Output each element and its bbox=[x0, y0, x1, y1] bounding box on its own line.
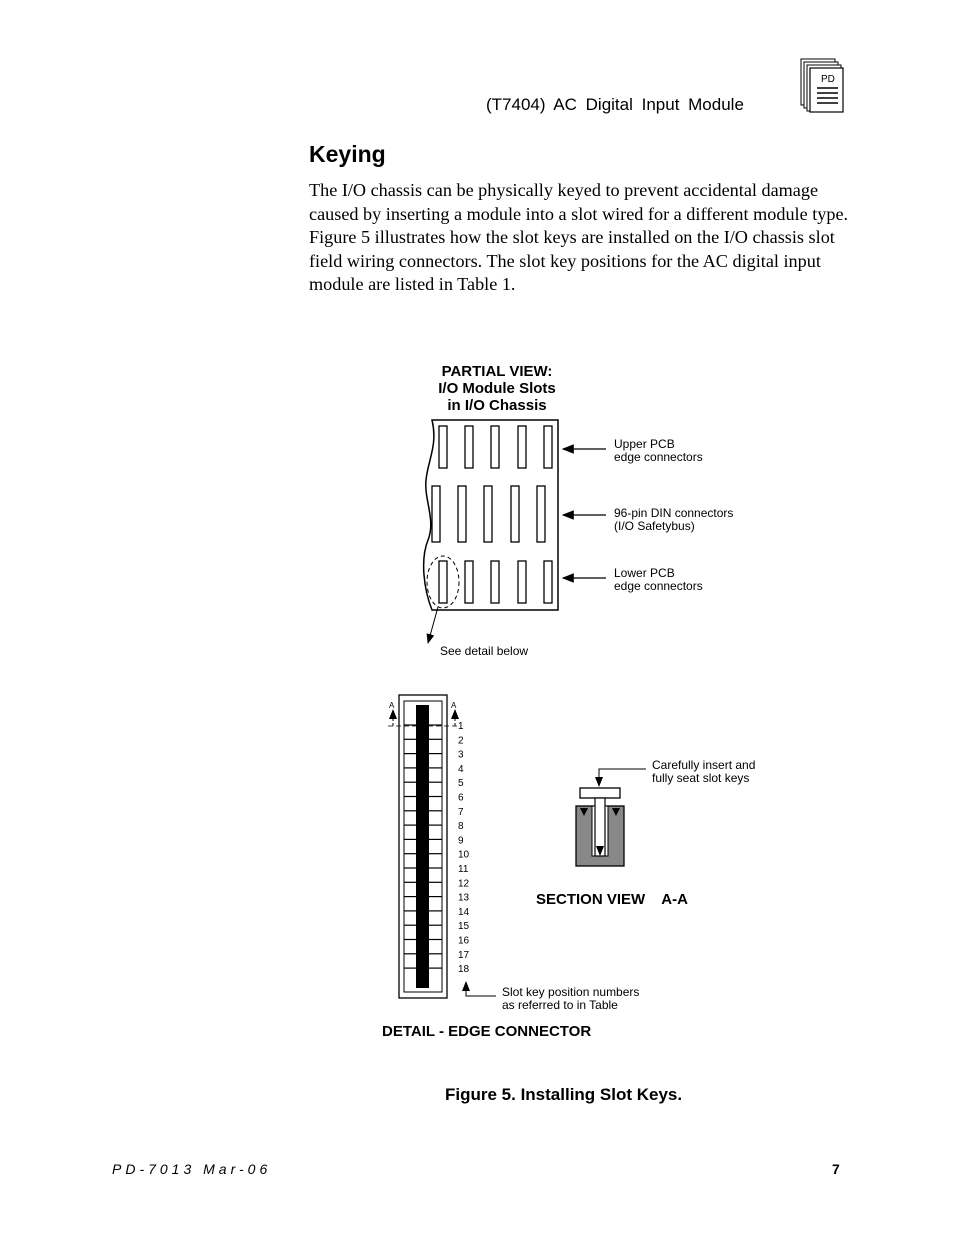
lower-pcb-label-line2: edge connectors bbox=[614, 579, 703, 593]
upper-pcb-label-line1: Upper PCB bbox=[614, 437, 675, 451]
key-position-number: 9 bbox=[458, 835, 464, 847]
position-note-leader bbox=[466, 982, 496, 996]
key-position-number: 3 bbox=[458, 749, 464, 761]
din-label-line1: 96-pin DIN connectors bbox=[614, 506, 734, 520]
key-position-number: 16 bbox=[458, 935, 470, 947]
detail-leader-arrow bbox=[428, 607, 438, 643]
key-position-number: 17 bbox=[458, 949, 470, 961]
insert-note-line2: fully seat slot keys bbox=[652, 771, 750, 785]
page-number: 7 bbox=[832, 1161, 840, 1177]
key-position-number: 5 bbox=[458, 778, 464, 790]
lower-pcb-label-line1: Lower PCB bbox=[614, 566, 675, 580]
key-position-number: 10 bbox=[458, 849, 470, 861]
key-position-number: 12 bbox=[458, 878, 470, 890]
figure-caption: Figure 5. Installing Slot Keys. bbox=[445, 1085, 683, 1104]
section-title: Keying bbox=[309, 141, 386, 167]
edge-connector-detail bbox=[399, 695, 447, 998]
key-position-number: 11 bbox=[458, 864, 469, 875]
partial-view-title-line3: in I/O Chassis bbox=[447, 397, 547, 414]
position-note-line1: Slot key position numbers bbox=[502, 985, 640, 999]
key-position-number: 2 bbox=[458, 735, 464, 747]
partial-view-title-line2: I/O Module Slots bbox=[438, 380, 556, 397]
key-position-number: 4 bbox=[458, 763, 464, 775]
position-note-line2: as referred to in Table bbox=[502, 998, 618, 1012]
detail-title: DETAIL - EDGE CONNECTOR bbox=[382, 1023, 592, 1040]
see-detail-label: See detail below bbox=[440, 644, 529, 658]
insert-note-leader bbox=[599, 769, 646, 786]
key-position-number: 14 bbox=[458, 906, 470, 918]
key-position-number: 1 bbox=[458, 721, 464, 732]
din-label-line2: (I/O Safetybus) bbox=[614, 519, 695, 533]
key-position-number: 15 bbox=[458, 921, 470, 933]
partial-view-title-line1: PARTIAL VIEW: bbox=[441, 363, 553, 380]
key-position-number: 7 bbox=[458, 806, 464, 818]
insert-note-line1: Carefully insert and bbox=[652, 758, 756, 772]
key-position-number: 6 bbox=[458, 792, 464, 804]
footer-doc-id: PD-7013 Mar-06 bbox=[112, 1161, 272, 1177]
running-header-title: (T7404) AC Digital Input Module bbox=[486, 95, 744, 114]
upper-pcb-label-line2: edge connectors bbox=[614, 450, 703, 464]
key-position-number: 13 bbox=[458, 892, 470, 904]
key-position-number: 18 bbox=[458, 964, 470, 976]
logo-text: PD bbox=[821, 74, 835, 85]
body-paragraph: The I/O chassis can be physically keyed to prevent accidental damage caused by inserting a module into a slot wired for a different module type. Figure 5 illustrates how the slot keys are installed on the I/O chassis slot field wiring connectors. The slot key positions for the AC digital input module are listed in Table 1. bbox=[309, 180, 849, 294]
section-view-title: SECTION VIEW A-A bbox=[536, 891, 688, 908]
section-view-graphic bbox=[576, 788, 624, 866]
key-position-number: 8 bbox=[458, 821, 464, 833]
section-marker-right: A bbox=[451, 701, 457, 710]
section-marker-left: A bbox=[389, 701, 395, 710]
key-position-numbers bbox=[458, 721, 470, 975]
